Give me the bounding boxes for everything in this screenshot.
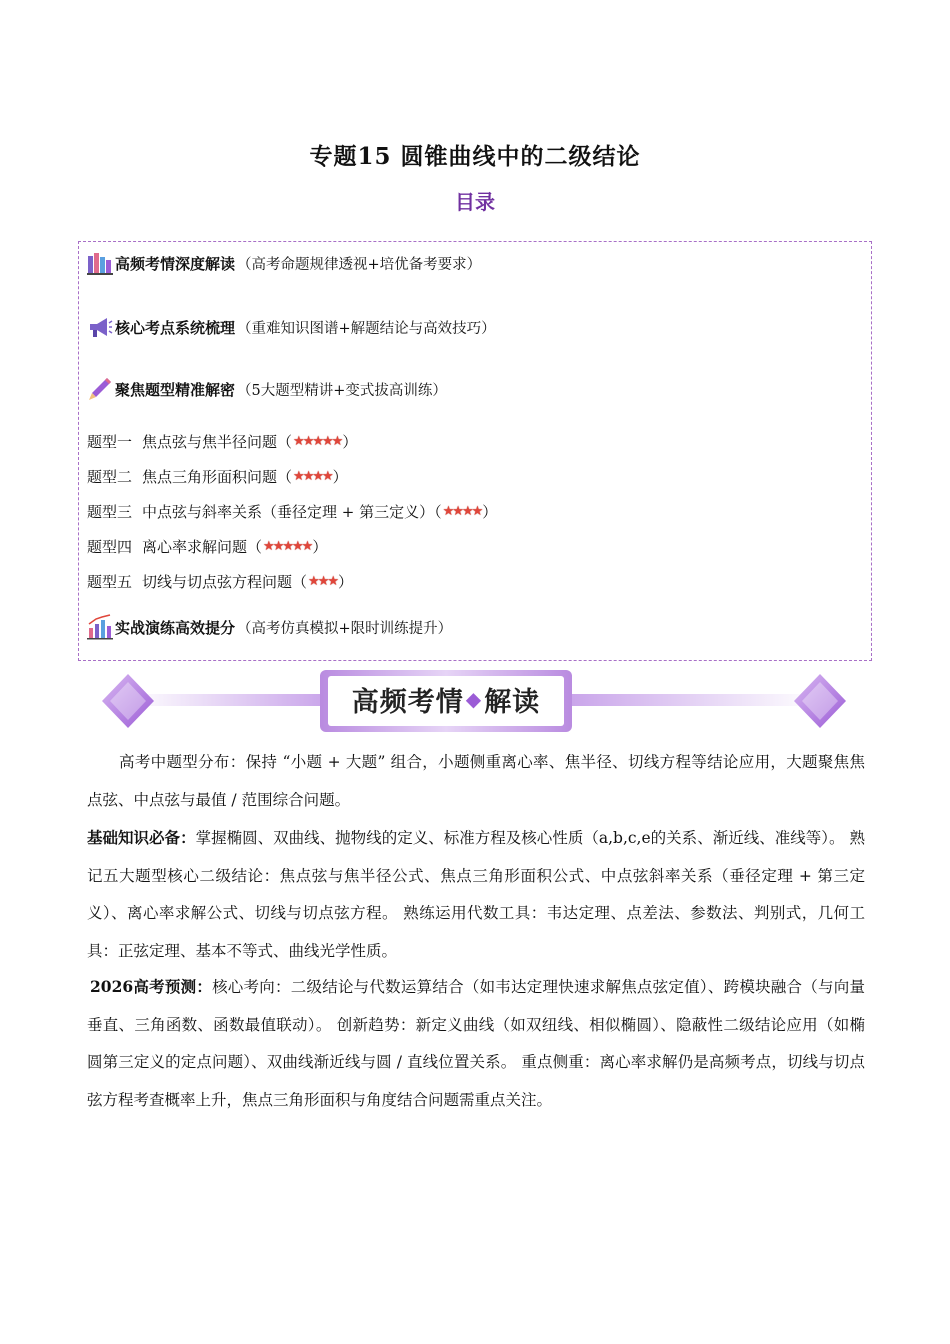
question-type-5[interactable] <box>87 571 353 592</box>
question-type-label: 题型四 <box>87 538 133 556</box>
difficulty-stars <box>293 469 332 484</box>
paragraph-label: 基础知识必备： <box>87 828 196 847</box>
megaphone-icon <box>87 314 113 340</box>
question-type-close: ） <box>482 503 498 521</box>
paragraph-text: 核心考向：二级结论与代数运算结合（如韦达定理快速求解焦点弦定值）、跨模块融合（与向量垂直、三角函数、函数最值联动）。 创新趋势：新定义曲线（如双纽线、相似椭圆）、隐蔽性二级结论应用（如椭圆第三定义的定点问题）、双曲线渐近线与圆 / 直线位置关系。 重点侧重：离心率求解仍是高频考点，切线与切点弦方程考查概率上升，焦点三角形面积与角度结合问题需重点关注。 <box>87 978 865 1109</box>
paragraph-forecast <box>87 968 865 1119</box>
section-name: 高频考情深度解读 <box>115 254 236 273</box>
question-type-1[interactable] <box>87 431 357 452</box>
question-type-4[interactable] <box>87 536 327 557</box>
star-icon: ★ <box>322 434 332 449</box>
star-icon: ★ <box>292 539 302 554</box>
question-type-close: ） <box>338 573 354 591</box>
question-type-text: 中点弦与斜率关系（垂径定理 + 第三定义）（ <box>142 503 442 521</box>
star-icon: ★ <box>452 504 462 519</box>
diamond-icon: ◆ <box>465 687 483 711</box>
question-type-close: ） <box>312 538 328 556</box>
star-icon: ★ <box>317 574 328 589</box>
question-type-text: 焦点弦与焦半径问题（ <box>142 433 293 451</box>
star-icon: ★ <box>282 539 292 554</box>
star-icon: ★ <box>442 504 453 519</box>
difficulty-stars <box>263 539 311 554</box>
section-name: 聚焦题型精准解密 <box>115 380 236 399</box>
page-title: 专题15 圆锥曲线中的二级结论 <box>309 143 641 170</box>
star-icon: ★ <box>302 469 313 484</box>
section-desc: （高考命题规律透视+培优备考要求） <box>237 256 482 273</box>
star-icon: ★ <box>302 434 313 449</box>
paragraph-basics <box>87 819 865 970</box>
question-type-text: 切线与切点弦方程问题（ <box>142 573 308 591</box>
question-type-close: ） <box>332 468 348 486</box>
star-icon: ★ <box>308 574 318 589</box>
star-icon: ★ <box>471 504 482 519</box>
question-type-label: 题型二 <box>87 468 133 486</box>
star-icon: ★ <box>331 434 342 449</box>
star-icon: ★ <box>272 539 283 554</box>
toc-section-1[interactable] <box>87 250 481 276</box>
difficulty-stars <box>293 434 341 449</box>
star-icon: ★ <box>327 574 337 589</box>
question-type-3[interactable] <box>87 501 497 522</box>
question-type-label: 题型三 <box>87 503 133 521</box>
difficulty-stars <box>308 574 337 589</box>
section-desc: （5大题型精讲+变式拔高训练） <box>237 382 447 399</box>
toc-box <box>78 241 872 661</box>
question-type-text: 焦点三角形面积问题（ <box>142 468 293 486</box>
toc-section-2[interactable] <box>87 314 496 340</box>
difficulty-stars <box>443 504 482 519</box>
bar-chart-icon <box>87 614 113 640</box>
star-icon: ★ <box>301 539 312 554</box>
toc-section-4[interactable] <box>87 614 452 640</box>
paragraph-label: 2026高考预测： <box>90 977 213 996</box>
question-type-label: 题型一 <box>87 433 133 451</box>
star-icon: ★ <box>293 469 303 484</box>
books-icon <box>87 250 113 276</box>
question-type-label: 题型五 <box>87 573 133 591</box>
toc-section-3[interactable] <box>87 376 447 402</box>
banner-title-left: 高频考情 <box>351 686 464 718</box>
section-name: 核心考点系统梳理 <box>115 318 236 337</box>
banner-title-right: 解读 <box>484 686 541 718</box>
star-icon: ★ <box>322 469 332 484</box>
banner-title <box>326 676 566 722</box>
star-icon: ★ <box>312 434 322 449</box>
paragraph-text: 掌握椭圆、双曲线、抛物线的定义、标准方程及核心性质（a,b,c,e的关系、渐近线、准线等）。 熟记五大题型核心二级结论：焦点弦与焦半径公式、焦点三角形面积公式、中点弦斜率关系（垂径定理 + 第三定义）、离心率求解公式、切线与切点弦方程。 熟练运用代数工具：韦达定理、点差法、参数法、判别式，几何工具：正弦定理、基本不等式、曲线光学性质。 <box>87 829 865 960</box>
question-type-close: ） <box>342 433 358 451</box>
section-name: 实战演练高效提分 <box>115 618 236 637</box>
star-icon: ★ <box>312 469 322 484</box>
question-type-2[interactable] <box>87 466 348 487</box>
star-icon: ★ <box>293 434 303 449</box>
question-type-text: 离心率求解问题（ <box>142 538 263 556</box>
paragraph-distribution: 高考中题型分布：保持 “小题 + 大题” 组合，小题侧重离心率、焦半径、切线方程等结论应用，大题聚焦焦点弦、中点弦与最值 / 范围综合问题。 <box>87 753 865 809</box>
star-icon: ★ <box>461 504 472 519</box>
toc-title: 目录 <box>455 190 495 214</box>
section-desc: （重难知识图谱+解题结论与高效技巧） <box>237 320 496 337</box>
star-icon: ★ <box>263 539 273 554</box>
pencil-icon <box>87 376 113 402</box>
section-desc: （高考仿真模拟+限时训练提升） <box>237 620 453 637</box>
